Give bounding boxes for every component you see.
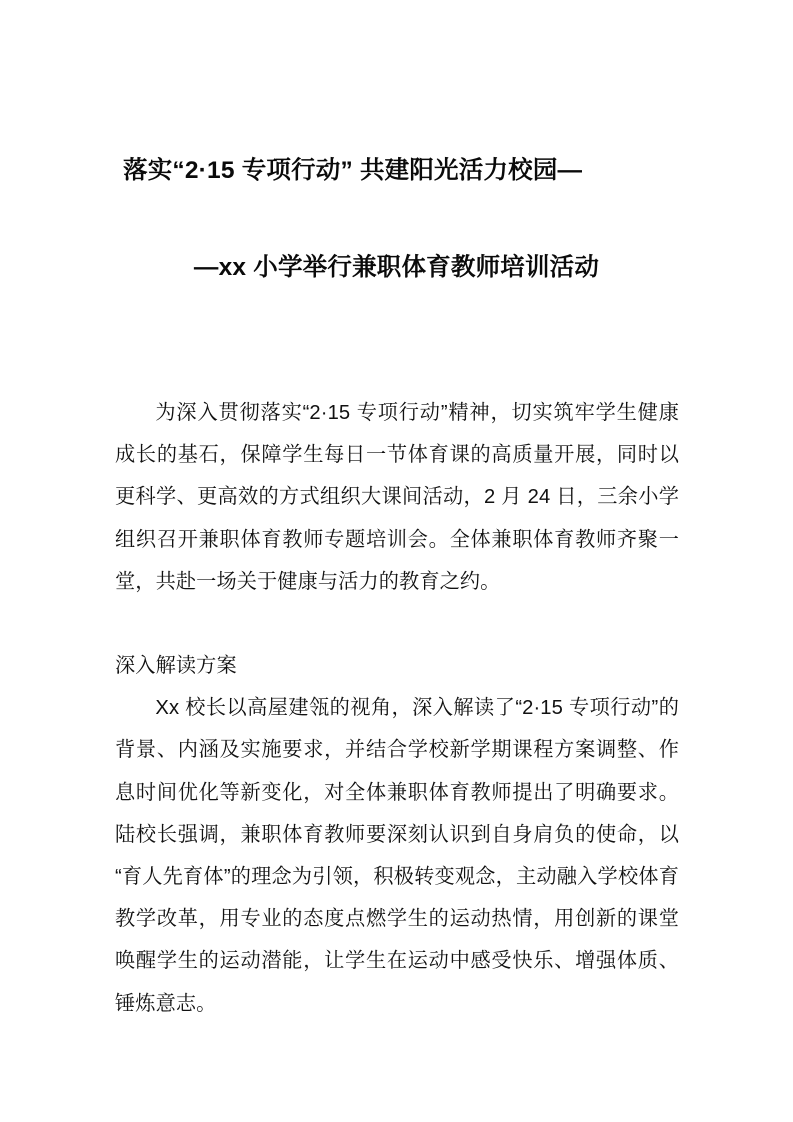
document-body: [115, 392, 679, 1025]
section-heading-deep-interpretation: 深入解读方案: [115, 655, 237, 678]
intro-paragraph: 为深入贯彻落实“2·15 专项行动”精神，切实筑牢学生健康成长的基石，保障学生每日一节体育课的高质量开展，同时以更科学、更高效的方式组织大课间活动，2 月 24 日，三余小学组织召开兼职体育教师专题培训会。全体兼职体育教师齐聚一堂，共赴一场关于健康与活力的教育之约。: [115, 402, 679, 593]
document-title-line-2: —xx 小学举行兼职体育教师培训活动: [193, 254, 600, 281]
document-title-line-1: 落实“2·15 专项行动” 共建阳光活力校园—: [123, 157, 583, 184]
document-title: [113, 122, 680, 316]
section-1-paragraph: Xx 校长以高屋建瓴的视角，深入解读了“2·15 专项行动”的背景、内涵及实施要求，并结合学校新学期课程方案调整、作息时间优化等新变化，对全体兼职体育教师提出了明确要求。陆校长强调，兼职体育教师要深刻认识到自身肩负的使命，以“育人先育体”的理念为引领，积极转变观念，主动融入学校体育教学改革，用专业的态度点燃学生的运动热情，用创新的课堂唤醒学生的运动潜能，让学生在运动中感受快乐、增强体质、锤炼意志。: [115, 697, 679, 1015]
paragraph-spacer: [115, 603, 679, 645]
